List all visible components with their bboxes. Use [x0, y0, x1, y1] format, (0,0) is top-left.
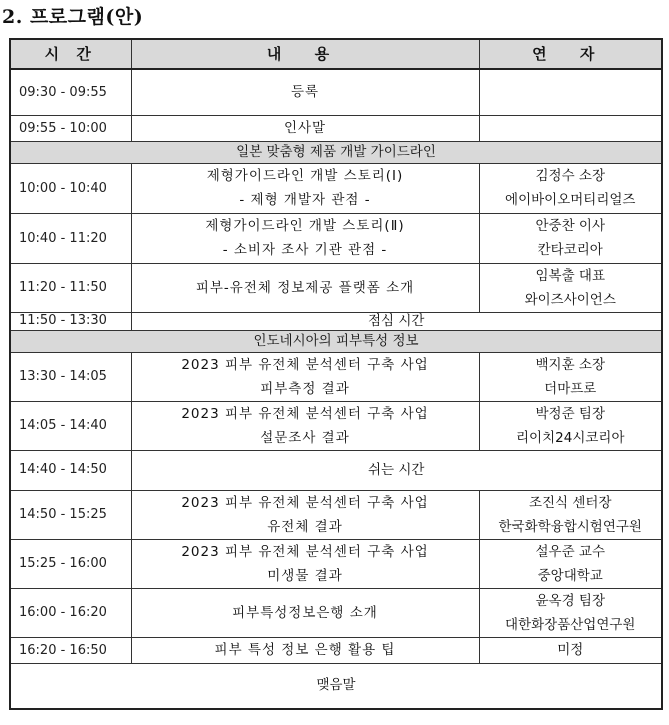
break-cell: 쉬는 시간	[131, 450, 662, 490]
speaker-cell	[479, 163, 662, 213]
speaker-line: 칸타코리아	[537, 242, 603, 258]
table-row	[10, 69, 662, 115]
time-cell: 11:50 - 13:30	[10, 312, 131, 330]
content-cell	[131, 352, 479, 401]
page-heading: 2. 프로그램(안)	[2, 6, 144, 28]
speaker-line: 미정	[557, 642, 584, 658]
content-line: 2023 피부 유전체 분석센터 구축 사업	[181, 356, 429, 373]
speaker-cell	[479, 588, 662, 637]
speaker-cell	[479, 490, 662, 539]
content-line: - 소비자 조사 기관 관점 -	[222, 242, 388, 258]
content-line: 설문조사 결과	[260, 429, 350, 446]
section-row	[10, 330, 662, 352]
closing-cell: 맺음말	[10, 663, 662, 709]
content-cell	[131, 115, 479, 141]
content-line: 미생물 결과	[267, 567, 343, 584]
table-row	[10, 401, 662, 450]
content-cell	[131, 588, 479, 637]
time-cell: 16:00 - 16:20	[10, 588, 131, 637]
speaker-cell	[479, 637, 662, 663]
speaker-line: 중앙대학교	[537, 567, 603, 584]
speaker-cell	[479, 213, 662, 263]
speaker-cell	[479, 69, 662, 115]
table-row	[10, 637, 662, 663]
time-cell: 14:50 - 15:25	[10, 490, 131, 539]
table-row	[10, 115, 662, 141]
speaker-cell	[479, 401, 662, 450]
speaker-line: 백지훈 소장	[535, 356, 605, 373]
section-title: 일본 맞춤형 제품 개발 가이드라인	[10, 141, 662, 163]
header-speaker: 연 자	[479, 39, 662, 69]
table-row	[10, 450, 662, 490]
header-content: 내 용	[131, 39, 479, 69]
table-row	[10, 588, 662, 637]
time-cell: 14:40 - 14:50	[10, 450, 131, 490]
content-cell	[131, 401, 479, 450]
content-line: 2023 피부 유전체 분석센터 구축 사업	[181, 543, 429, 560]
time-cell: 09:30 - 09:55	[10, 69, 131, 115]
content-line: 피부측정 결과	[260, 380, 350, 397]
content-line: 피부 특성 정보 은행 활용 팁	[214, 642, 396, 658]
content-cell	[131, 263, 479, 312]
speaker-line: 김정수 소장	[535, 168, 605, 184]
header-row	[10, 39, 662, 69]
speaker-line: 안중찬 이사	[535, 218, 605, 234]
speaker-line: 박정준 팀장	[535, 405, 605, 422]
speaker-cell	[479, 115, 662, 141]
table-row	[10, 490, 662, 539]
table-row	[10, 312, 662, 330]
speaker-line: 더마프로	[544, 380, 597, 397]
break-cell: 점심 시간	[131, 312, 662, 330]
content-cell	[131, 490, 479, 539]
content-line: 인사말	[283, 120, 327, 136]
program-body	[10, 69, 662, 709]
section-title: 인도네시아의 피부특성 정보	[10, 330, 662, 352]
table-row	[10, 213, 662, 263]
time-cell: 16:20 - 16:50	[10, 637, 131, 663]
speaker-cell	[479, 352, 662, 401]
speaker-line: 임복출 대표	[535, 267, 605, 284]
content-cell	[131, 69, 479, 115]
program-table	[9, 38, 663, 710]
speaker-line: 설우준 교수	[535, 543, 605, 560]
table-row	[10, 163, 662, 213]
table-row	[10, 539, 662, 588]
time-cell: 15:25 - 16:00	[10, 539, 131, 588]
time-cell: 13:30 - 14:05	[10, 352, 131, 401]
speaker-cell	[479, 539, 662, 588]
content-cell	[131, 637, 479, 663]
content-line: 피부특성정보은행 소개	[232, 604, 378, 621]
content-cell	[131, 163, 479, 213]
time-cell: 14:05 - 14:40	[10, 401, 131, 450]
content-line: - 제형 개발자 관점 -	[239, 192, 371, 208]
table-row	[10, 663, 662, 709]
speaker-cell	[479, 263, 662, 312]
speaker-line: 에이바이오머티리얼즈	[505, 192, 636, 208]
speaker-line: 한국화학융합시험연구원	[498, 518, 642, 535]
table-row	[10, 352, 662, 401]
content-line: 유전체 결과	[267, 518, 343, 535]
speaker-line: 대한화장품산업연구원	[505, 616, 636, 633]
time-cell: 10:40 - 11:20	[10, 213, 131, 263]
content-line: 제형가이드라인 개발 스토리(Ⅰ)	[206, 168, 404, 184]
section-row	[10, 141, 662, 163]
speaker-line: 와이즈사이언스	[524, 291, 616, 308]
table-row	[10, 263, 662, 312]
content-line: 제형가이드라인 개발 스토리(Ⅱ)	[205, 218, 405, 234]
time-cell: 09:55 - 10:00	[10, 115, 131, 141]
speaker-line: 리이치24시코리아	[516, 429, 625, 446]
content-cell	[131, 539, 479, 588]
speaker-line: 윤옥경 팀장	[535, 592, 605, 609]
time-cell: 11:20 - 11:50	[10, 263, 131, 312]
content-line: 2023 피부 유전체 분석센터 구축 사업	[181, 405, 429, 422]
content-line: 등록	[290, 84, 320, 101]
content-line: 2023 피부 유전체 분석센터 구축 사업	[181, 494, 429, 511]
content-cell	[131, 213, 479, 263]
header-time: 시 간	[10, 39, 131, 69]
time-cell: 10:00 - 10:40	[10, 163, 131, 213]
speaker-line: 조진식 센터장	[528, 494, 612, 511]
content-line: 피부-유전체 정보제공 플랫폼 소개	[195, 279, 415, 296]
